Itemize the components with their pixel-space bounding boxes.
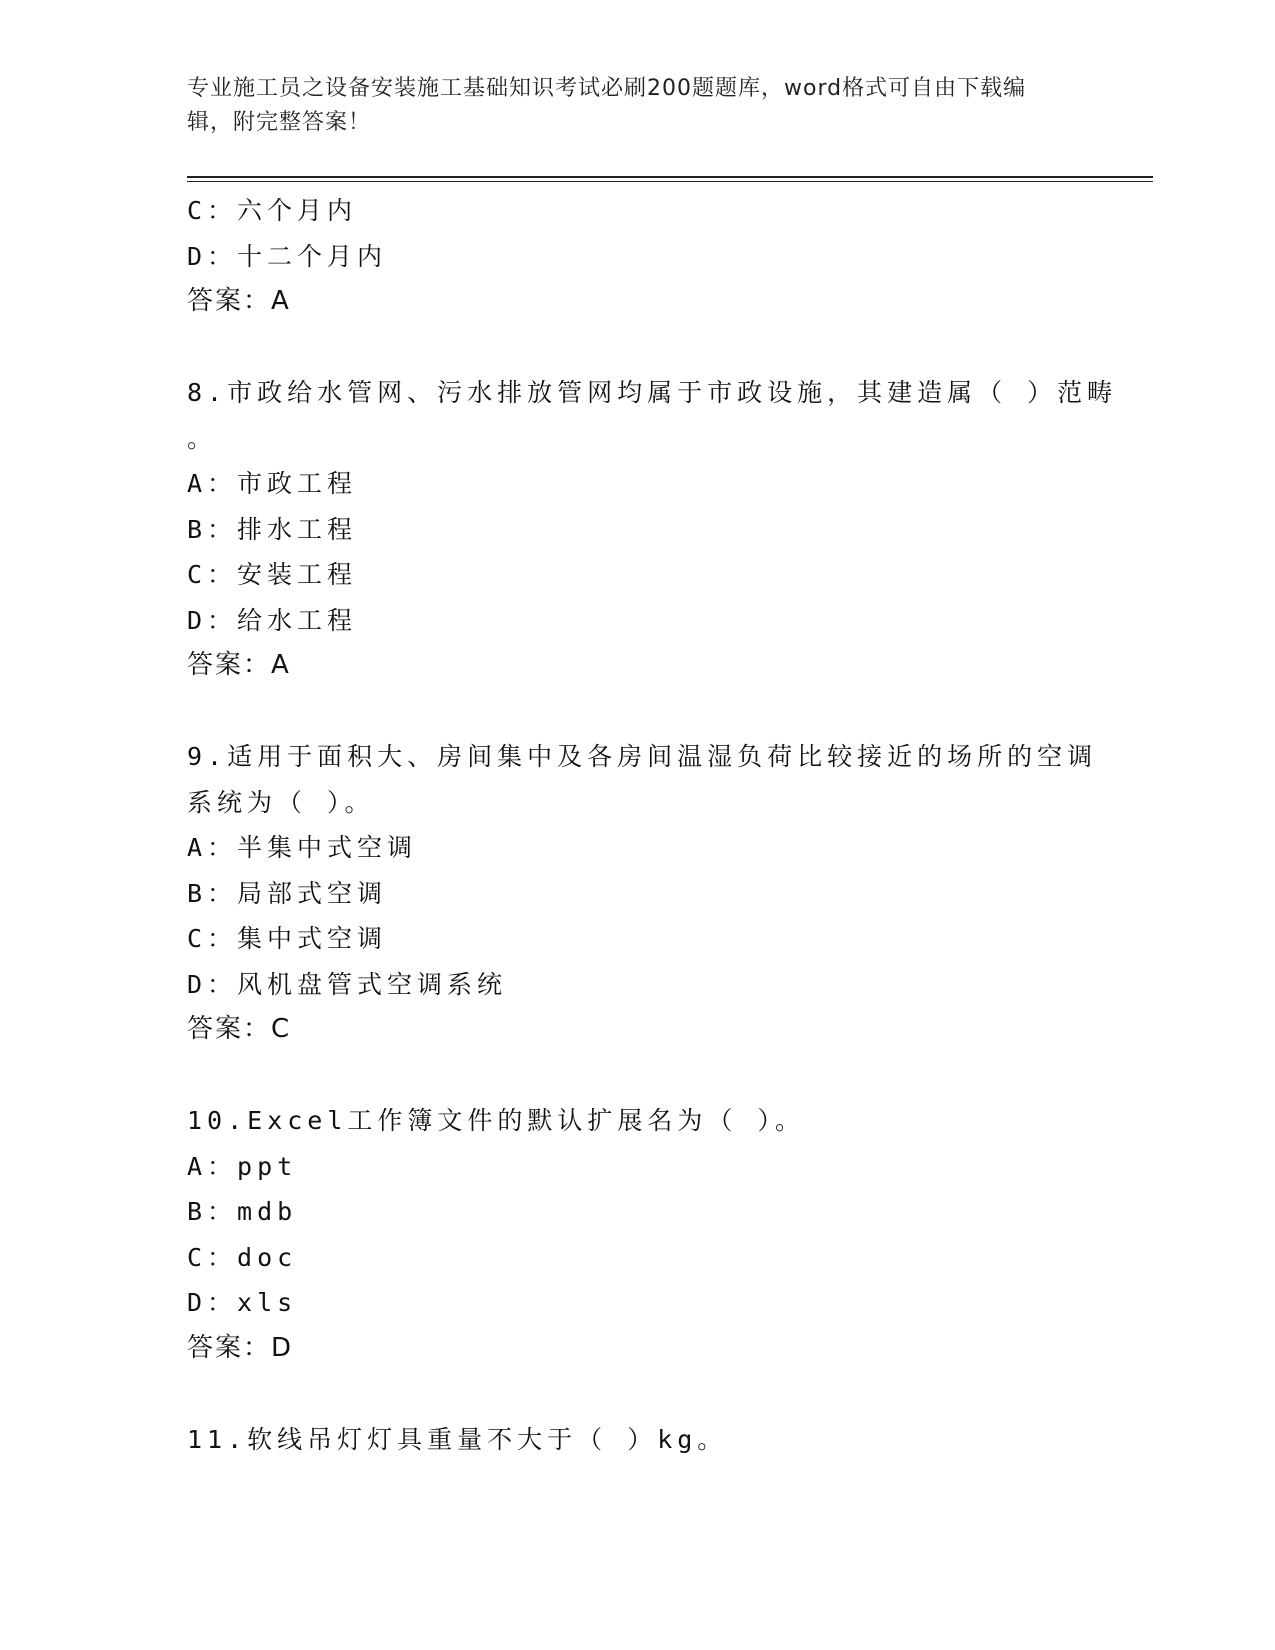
- option-c: C：六个月内: [187, 196, 358, 225]
- option-b: B：mdb: [187, 1197, 298, 1226]
- option-a: A：半集中式空调: [187, 833, 418, 862]
- question-stem: 9.适用于面积大、房间集中及各房间温湿负荷比较接近的场所的空调: [187, 742, 1098, 771]
- option-c: C：doc: [187, 1242, 298, 1272]
- spacer: [187, 325, 1087, 371]
- option-c: C：安装工程: [187, 560, 358, 589]
- question-stem: 系统为（ ）。: [187, 787, 375, 817]
- header-rule-thin: [187, 181, 1153, 182]
- answer-line: 答案：C: [187, 1014, 292, 1044]
- answer-line: 答案：A: [187, 650, 291, 680]
- option-d: D：十二个月内: [187, 241, 388, 271]
- option-d: D：给水工程: [187, 605, 358, 635]
- page-header: 专业施工员之设备安装施工基础知识考试必刷200题题库，word格式可自由下载编辑，附完整答案！: [187, 76, 1027, 135]
- header-rule-thick: [187, 176, 1153, 178]
- question-stem: 。: [187, 423, 218, 453]
- spacer: [187, 689, 1087, 735]
- question-stem: 11.软线吊灯灯具重量不大于（ ）kg。: [187, 1424, 728, 1454]
- spacer: [187, 1053, 1087, 1099]
- question-stem: 10.Excel工作簿文件的默认扩展名为（ ）。: [187, 1106, 805, 1135]
- option-b: B：局部式空调: [187, 878, 388, 908]
- question-stem: 8.市政给水管网、污水排放管网均属于市政设施，其建造属（ ）范畴: [187, 378, 1118, 407]
- option-b: B：排水工程: [187, 514, 358, 544]
- option-a: A：ppt: [187, 1151, 298, 1181]
- answer-line: 答案：D: [187, 1332, 294, 1363]
- option-d: D：风机盘管式空调系统: [187, 969, 508, 999]
- option-c: C：集中式空调: [187, 924, 388, 953]
- option-a: A：市政工程: [187, 469, 358, 498]
- answer-line: 答案：A: [187, 286, 291, 316]
- spacer: [187, 1371, 1087, 1417]
- question-list: [187, 188, 1118, 1462]
- option-d: D：xls: [187, 1288, 298, 1317]
